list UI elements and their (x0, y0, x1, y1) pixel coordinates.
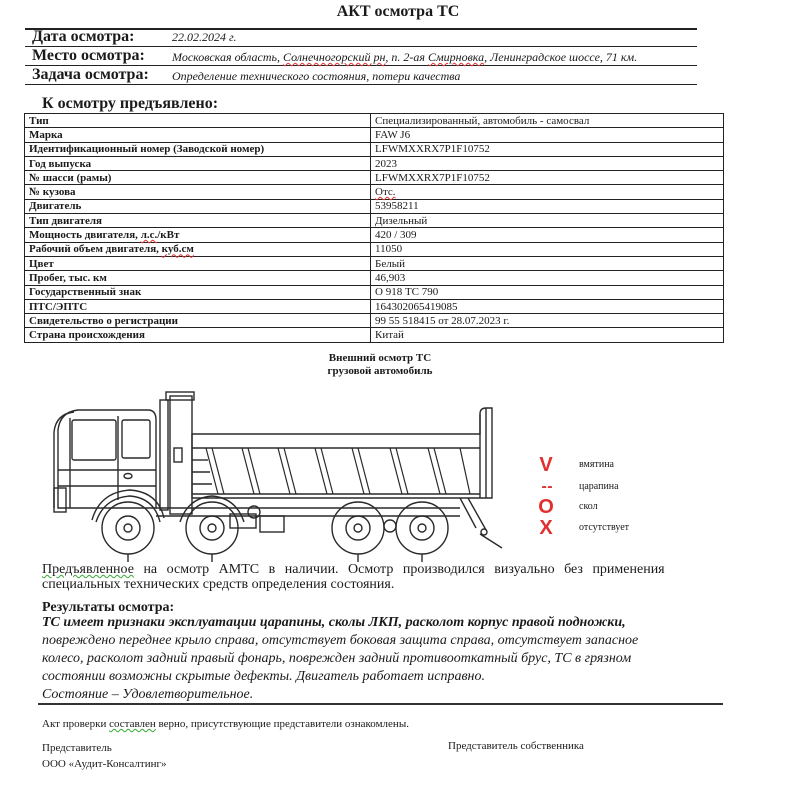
vehicle-specs-table (24, 113, 724, 343)
owner-representative: Представитель собственника (448, 740, 584, 752)
legend-item-dent: V вмятина (535, 455, 675, 475)
dent-symbol-icon: V (539, 454, 553, 476)
results-heading: Результаты осмотра: (42, 600, 175, 615)
results-bottom-rule (38, 703, 723, 705)
inspection-method-paragraph: Предъявленное на осмотр АМТС в наличии. Осмотр производился визуально без применения специальных технических средств определения состояния. (42, 562, 665, 592)
table-row: ПТС/ЭПТС 164302065419085 (25, 299, 724, 313)
table-row: Государственный знак О 918 ТС 790 (25, 285, 724, 299)
table-row: Страна происхождения Китай (25, 328, 724, 342)
diagram-title: Внешний осмотр ТС грузовой автомобиль (327, 352, 433, 377)
table-row: Свидетельство о регистрации 99 55 518415 от 28.07.2023 г. (25, 314, 724, 328)
meta-row-task (25, 66, 697, 85)
table-row: Год выпуска 2023 (25, 156, 724, 170)
missing-symbol-icon: X (539, 517, 553, 539)
table-row: Двигатель 53958211 (25, 199, 724, 213)
document-title: АКТ осмотра ТС (336, 3, 460, 20)
acknowledgement-statement: Акт проверки составлен верно, присутствующие представители ознакомлены. (42, 718, 409, 730)
presented-heading: К осмотру предъявлено: (42, 95, 219, 112)
chip-symbol-icon: O (538, 496, 554, 518)
table-row: Марка FAW J6 (25, 128, 724, 142)
legend-item-scratch: - - царапина (535, 477, 675, 497)
table-row: № кузова Отс. (25, 185, 724, 199)
table-row: Идентификационный номер (Заводской номер) LFWMXXRX7P1F10752 (25, 142, 724, 156)
table-row: Тип Специализированный, автомобиль - самосвал (25, 114, 724, 128)
meta-row-place (25, 47, 697, 66)
meta-label: Задача осмотра: (32, 66, 149, 83)
table-row: Цвет Белый (25, 256, 724, 270)
legend-item-missing: X отсутствует (535, 518, 675, 538)
meta-row-date (25, 28, 697, 47)
table-row: Пробег, тыс. км 46,903 (25, 271, 724, 285)
meta-value: Определение технического состояния, потери качества (172, 69, 461, 83)
legend-item-chip: O скол (535, 497, 675, 517)
scratch-symbol-icon: - - (541, 478, 551, 495)
table-row: Рабочий объем двигателя, куб.см 11050 (25, 242, 724, 256)
meta-label: Дата осмотра: (32, 28, 135, 45)
meta-value: Московская область, Солнечногорский рн, п. 2-ая Смирновка, Ленинградское шоссе, 71 км. (172, 50, 638, 64)
meta-label: Место осмотра: (32, 47, 145, 64)
table-row: Мощность двигателя, л.с./кВт 420 / 309 (25, 228, 724, 242)
results-text: ТС имеет признаки эксплуатации царапины, сколы ЛКП, расколот корпус правой подножки, повреждено переднее крыло справа, отсутствует боковая защита справа, отсутствует запасное колесо, расколот задний правый фонарь, поврежден задний противооткатный брус, ТС в грязном состоянии возможны скрытые дефекты. Двигатель работает исправно. Состояние – Удовлетворительное. (42, 615, 639, 702)
table-row: Тип двигателя Дизельный (25, 214, 724, 228)
meta-value: 22.02.2024 г. (172, 30, 237, 44)
dump-truck-diagram (40, 390, 520, 565)
auditor-representative: Представитель ООО «Аудит-Консалтинг» (42, 742, 167, 770)
table-row: № шасси (рамы) LFWMXXRX7P1F10752 (25, 171, 724, 185)
